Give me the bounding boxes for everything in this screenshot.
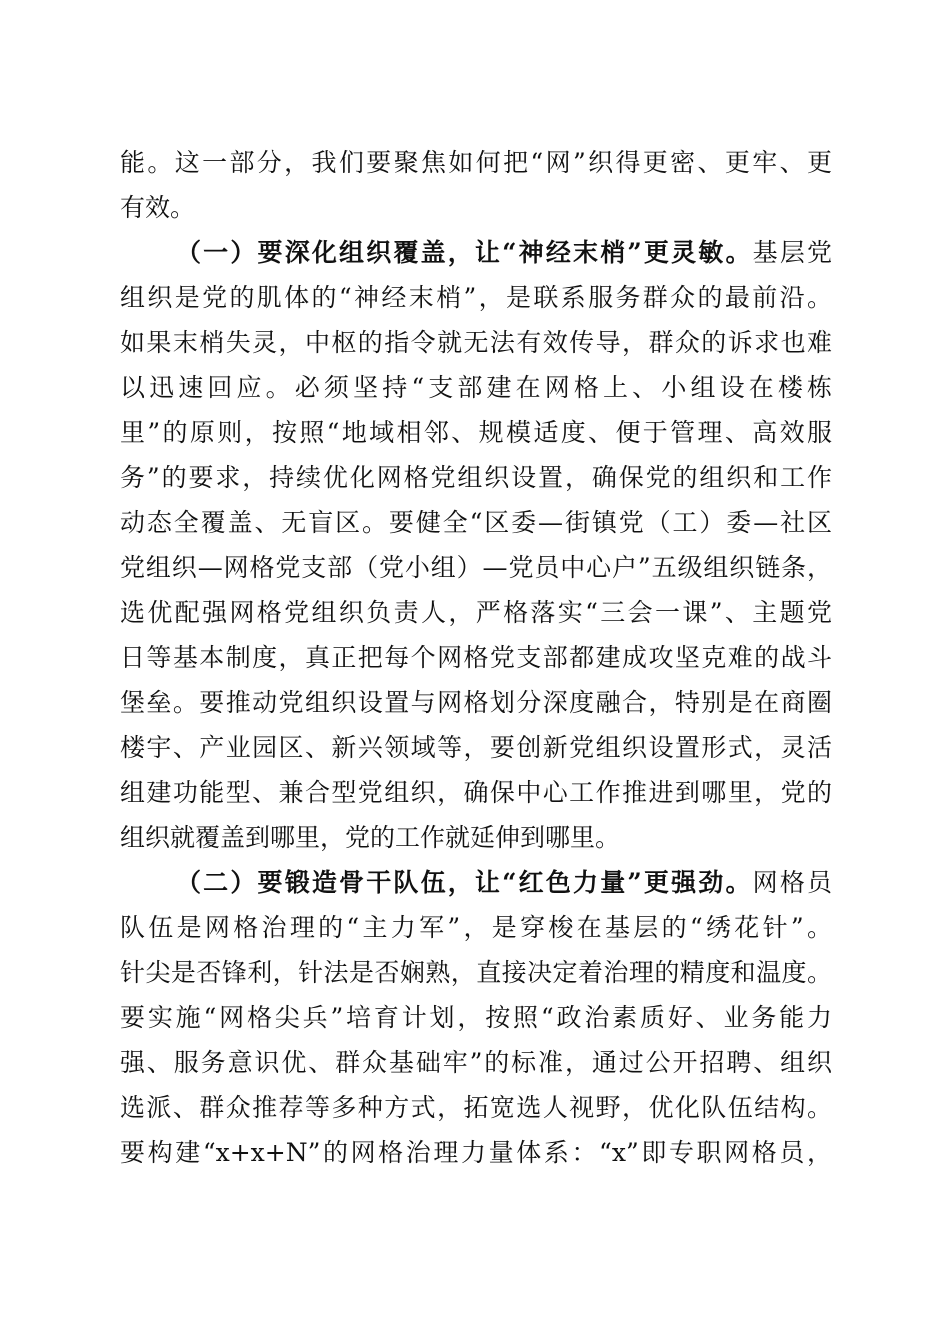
intro-line-1: 能。这一部分，我们要聚焦如何把“网”织得更密、更牢、更: [120, 148, 832, 177]
section2-line: 针尖是否锋利，针法是否娴熟，直接决定着治理的精度和温度。: [120, 958, 832, 987]
section1-line: 日等基本制度，真正把每个网格党支部都建成攻坚克难的战斗: [120, 643, 832, 672]
section1-line: 如果末梢失灵，中枢的指令就无法有效传导，群众的诉求也难: [120, 328, 832, 357]
section2-line: 要实施“网格尖兵”培育计划，按照“政治素质好、业务能力: [120, 1003, 832, 1032]
section1-heading: （一）要深化组织覆盖，让“神经末梢”更灵敏。: [176, 238, 753, 267]
section2-heading: （二）要锻造骨干队伍，让“红色力量”更强劲。: [176, 868, 753, 897]
section2-line: 选派、群众推荐等多种方式，拓宽选人视野，优化队伍结构。: [120, 1093, 832, 1122]
document-body: [120, 140, 832, 1175]
section1-line: 堡垒。要推动党组织设置与网格划分深度融合，特别是在商圈: [120, 688, 832, 717]
section1-line: 务”的要求，持续优化网格党组织设置，确保党的组织和工作: [120, 463, 832, 492]
section1-line: 选优配强网格党组织负责人，严格落实“三会一课”、主题党: [120, 598, 832, 627]
section1-line: 以迅速回应。必须坚持“支部建在网格上、小组设在楼栋: [120, 373, 832, 402]
section1-line: 组织就覆盖到哪里，党的工作就延伸到哪里。: [120, 823, 621, 852]
section1-line: 党组织—网格党支部（党小组）—党员中心户”五级组织链条，: [120, 553, 832, 582]
section1-line: 里”的原则，按照“地域相邻、规模适度、便于管理、高效服: [120, 418, 832, 447]
section2-line: 队伍是网格治理的“主力军”，是穿梭在基层的“绣花针”。: [120, 913, 832, 942]
section2-first-line: [120, 860, 832, 905]
section1-line: 组建功能型、兼合型党组织，确保中心工作推进到哪里，党的: [120, 778, 832, 807]
section2-line: 要构建“x+x+N”的网格治理力量体系：“x”即专职网格员，: [120, 1138, 832, 1167]
section2-line: 强、服务意识优、群众基础牢”的标准，通过公开招聘、组织: [120, 1048, 832, 1077]
section1-heading-tail: 基层党: [752, 238, 832, 267]
intro-line-2: 有效。: [120, 193, 196, 222]
section1-line: 动态全覆盖、无盲区。要健全“区委—街镇党（工）委—社区: [120, 508, 832, 537]
section1-line: 楼宇、产业园区、新兴领域等，要创新党组织设置形式，灵活: [120, 733, 832, 762]
section2-heading-tail: 网格员: [752, 868, 832, 897]
section1-first-line: [120, 230, 832, 275]
section1-line: 组织是党的肌体的“神经末梢”，是联系服务群众的最前沿。: [120, 283, 832, 312]
